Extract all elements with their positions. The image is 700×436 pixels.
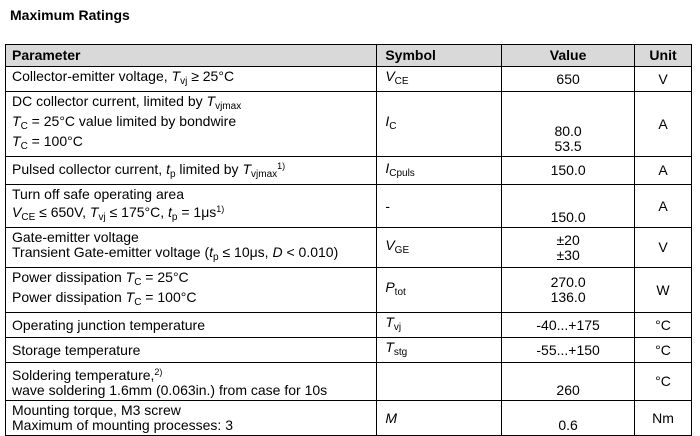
section-title: Maximum Ratings (10, 7, 130, 23)
symbol-cell: $V_{GE}$ (377, 228, 502, 268)
value-line: 150.0 (550, 209, 586, 225)
unit-cell: °C (635, 363, 692, 401)
value-cell (502, 338, 635, 363)
value-line: 650 (556, 70, 580, 87)
value-line: 0.6 (558, 417, 578, 433)
value-line: ±30 (556, 246, 580, 263)
parameter-line: Mounting torque, M3 screw (12, 402, 181, 418)
parameter-line: Collector-emitter voltage, $T_{vj} \ge 25^\circ C$ (12, 68, 235, 87)
value-cell (502, 313, 635, 338)
unit-cell: °C (635, 338, 692, 363)
parameter-cell (6, 401, 377, 436)
table-header-row (6, 45, 692, 67)
parameter-line: Pulsed collector current, $t_p$ limited by $T_{vjmax}^{1)}$ (12, 161, 286, 180)
header-value: Value (502, 45, 635, 67)
unit-cell: Nm (635, 401, 692, 436)
value-line: ±20 (556, 231, 580, 248)
symbol-cell: - (377, 185, 502, 228)
parameter-cell (6, 92, 377, 157)
parameter-line: $T_C = 25^\circ C$ value limited by bondwire (12, 113, 237, 132)
parameter-cell (6, 338, 377, 363)
symbol-cell: $V_{CE}$ (377, 67, 502, 92)
table-row (6, 185, 692, 228)
table-row (6, 313, 692, 338)
value-line: -55...+150 (536, 341, 600, 358)
parameter-cell (6, 228, 377, 268)
value-line: 270.0 (550, 274, 586, 290)
parameter-line: Soldering temperature,$^{2)}$ (12, 367, 163, 383)
symbol-cell: $I_C$ (377, 92, 502, 157)
table-row (6, 401, 692, 436)
parameter-cell (6, 157, 377, 185)
value-cell (502, 92, 635, 157)
unit-cell: A (635, 157, 692, 185)
parameter-line: Power dissipation $T_C = 100^\circ C$ (12, 289, 197, 308)
parameter-cell (6, 363, 377, 401)
value-cell (502, 401, 635, 436)
value-cell (502, 363, 635, 401)
parameter-line: wave soldering 1.6mm (0.063in.) from case for 10s (12, 382, 328, 398)
table-row (6, 157, 692, 185)
symbol-cell (377, 363, 502, 401)
table-body (6, 67, 692, 436)
value-line: 150.0 (550, 162, 586, 178)
symbol-cell: $T_{vj}$ (377, 313, 502, 338)
unit-cell: A (635, 185, 692, 228)
value-line: 53.5 (554, 138, 582, 154)
unit-cell: V (635, 67, 692, 92)
value-cell (502, 268, 635, 313)
parameter-cell (6, 313, 377, 338)
symbol-cell: M (377, 401, 502, 436)
parameter-line: Transient Gate-emitter voltage ($t_p \le 10\mu s$, D < 0.010) (12, 244, 339, 263)
parameter-line: Storage temperature (12, 341, 141, 358)
table-row (6, 268, 692, 313)
unit-cell: V (635, 228, 692, 268)
table-row (6, 338, 692, 363)
symbol-cell: $P_{tot}$ (377, 268, 502, 313)
unit-cell: °C (635, 313, 692, 338)
value-cell (502, 157, 635, 185)
header-symbol: Symbol (377, 45, 502, 67)
value-cell (502, 185, 635, 228)
table-row (6, 228, 692, 268)
parameter-cell (6, 67, 377, 92)
value-cell (502, 228, 635, 268)
parameter-line: Maximum of mounting processes: 3 (12, 417, 233, 433)
symbol-cell: $I_{Cpuls}$ (377, 157, 502, 185)
parameter-line: Gate-emitter voltage (12, 229, 139, 245)
parameter-line: DC collector current, limited by $T_{vjmax}$ (12, 93, 242, 112)
value-line: 136.0 (550, 289, 586, 305)
unit-cell: A (635, 92, 692, 157)
parameter-line: $V_{CE} \le 650V$, $T_{vj} \le 175^\circ C$, $t_p = 1\mu s^{1)}$ (12, 204, 225, 223)
value-line: 80.0 (554, 123, 582, 139)
table-row (6, 92, 692, 157)
value-cell (502, 67, 635, 92)
parameter-line: Turn off safe operating area (12, 186, 184, 202)
header-unit: Unit (635, 45, 692, 67)
unit-cell: W (635, 268, 692, 313)
parameter-line: Operating junction temperature (12, 316, 205, 333)
value-line: 260 (556, 382, 580, 398)
table-row (6, 67, 692, 92)
parameter-line: $T_C = 100^\circ C$ (12, 133, 83, 152)
value-line: -40...+175 (536, 316, 600, 333)
maximum-ratings-table (5, 44, 692, 436)
symbol-cell: $T_{stg}$ (377, 338, 502, 363)
parameter-cell (6, 185, 377, 228)
parameter-cell (6, 268, 377, 313)
parameter-line: Power dissipation $T_C = 25^\circ C$ (12, 269, 189, 288)
table-row (6, 363, 692, 401)
header-parameter: Parameter (6, 45, 377, 67)
